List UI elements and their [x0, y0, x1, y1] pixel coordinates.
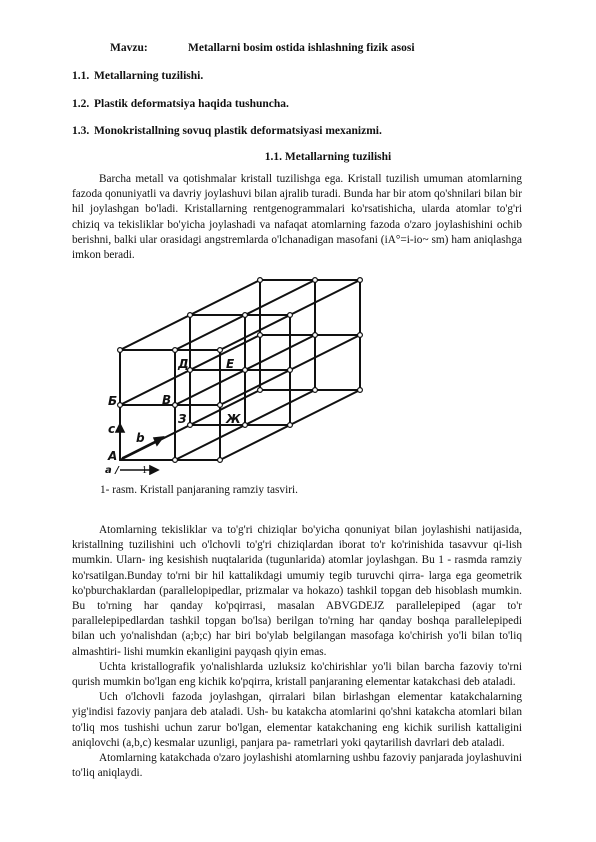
label-Z: З [178, 412, 187, 426]
topic-title: Metallarni bosim ostida ishlashning fizik asosi [188, 42, 415, 54]
paragraph-text: Uchta kristallografik yo'nalishlarda uzluksiz ko'chirishlar yo'li bilan barcha fazoviy to'rni qurish mumkin bo'lgan eng kichik ko'pqirra, kristall panjaraning elementar katakchasi deb ataladi. [72, 660, 522, 689]
toc-item-3 [72, 125, 382, 137]
intro-paragraph [72, 172, 522, 263]
toc-number: 1.3. [72, 125, 90, 137]
toc-number: 1.1. [72, 70, 90, 82]
toc-item-2 [72, 98, 289, 110]
toc-text: Metallarning tuzilishi. [94, 70, 204, 82]
toc-number: 1.2. [72, 98, 90, 110]
axis-note-1: 1 [142, 465, 147, 475]
body-paragraphs [72, 523, 522, 781]
crystal-lattice-figure [100, 270, 400, 475]
label-c: c [108, 422, 116, 436]
label-E: Е [226, 357, 235, 371]
label-b: b [136, 431, 145, 445]
topic-label: Mavzu: [110, 42, 148, 54]
label-D: Д [178, 357, 189, 371]
topic-line [110, 42, 415, 54]
paragraph-text: Atomlarning tekisliklar va to'g'ri chiziqlar bo'yicha qonuniyat bilan joylashishi natijasida, kristallning tuzilishini uch o'lchovli to'g'ri chiziqlardan iborat to'r ko'rinishida tasavvur qi-lish mumkin. Ularn- ing kesishish nuqtalarida (tugunlarida) atomlar joylashgan. Bu 1 - rasmda ramziy ko'rsatilgan.Bunday to'rni bir hil kattalikdagi umumiy tegib turuvchi qirra- larga ega geometrik ko'pburchaklardan (parallelopipedlar, prizmalar va hokazo) tashkil topgan deb hisoblash mumkin. Bu to'rning har qanday ko'pqirrasi, masalan ABVGDEJZ parallelepiped (agar to'r parallelepipedlardan tashkil topgan bo'lsa) berilgan to'rning har qanday boshqa parallelepipedi bilan uch yo'nalishdan (a;b;c) har biri bo'ylab belgilangan masofaga ko'chirish yo'li bilan to'liq almashtiri- lishi mumkin ekanligini payqash qiyin emas. [72, 524, 522, 658]
figure-caption: 1- rasm. Kristall panjaraning ramziy tasviri. [100, 484, 298, 496]
toc-item-1 [72, 70, 203, 82]
label-B: Б [108, 394, 118, 408]
label-V: В [162, 393, 172, 407]
label-a: a / [105, 465, 119, 475]
toc-text: Monokristallning sovuq plastik deformatsiyasi mexanizmi. [94, 125, 382, 137]
toc-text: Plastik deformatsiya haqida tushuncha. [94, 98, 289, 110]
paragraph-text: Barcha metall va qotishmalar kristall tuzilishga ega. Kristall tuzilish umuman atomlarning fazoda qonuniyatli va davriy joylashuvi bilan ajralib turadi. Bunda har bir atom qo'shnilari bilan bir hil joylashgan bo'ladi. Kristallarning rentgenogrammalari ko'rsatishicha, ularda atomlar to'g'ri chiziq va tekisliklar bo'yicha joylashadi va nafaqat atomlarning fazoda o'zaro joylashishini ochib berishni, balki ular orasidagi angstremlarda o'lchanadigan masofani (iA°=i-io~ sm) ham aniqlashga imkon beradi. [72, 173, 522, 262]
paragraph-text: Uch o'lchovli fazoda joylashgan, qirralari bilan birlashgan elementar katakchalarning yig'indisi fazoviy panjara deb ataladi. Ush- bu katakcha atomlarini qo'shni katakcha atomlari bilan to'liq mos tushishi uchun zarur bo'lgan, elementar katakchaning eng kichik surilish kattaligini aniqlovchi (a,b,c) kesmalar uzunligi, panjara pa- rametrlari yoki qaytarilish davrlari deb ataladi. [72, 691, 522, 749]
lattice-lines [120, 280, 360, 460]
label-Zh: Ж [226, 412, 241, 426]
section-heading: 1.1. Metallarning tuzilishi [264, 151, 392, 163]
label-A: A [108, 449, 118, 463]
paragraph-text: Atomlarning katakchada o'zaro joylashishi atomlarning ushbu fazoviy panjarada joylashuvini to'liq aniqlaydi. [72, 752, 522, 780]
